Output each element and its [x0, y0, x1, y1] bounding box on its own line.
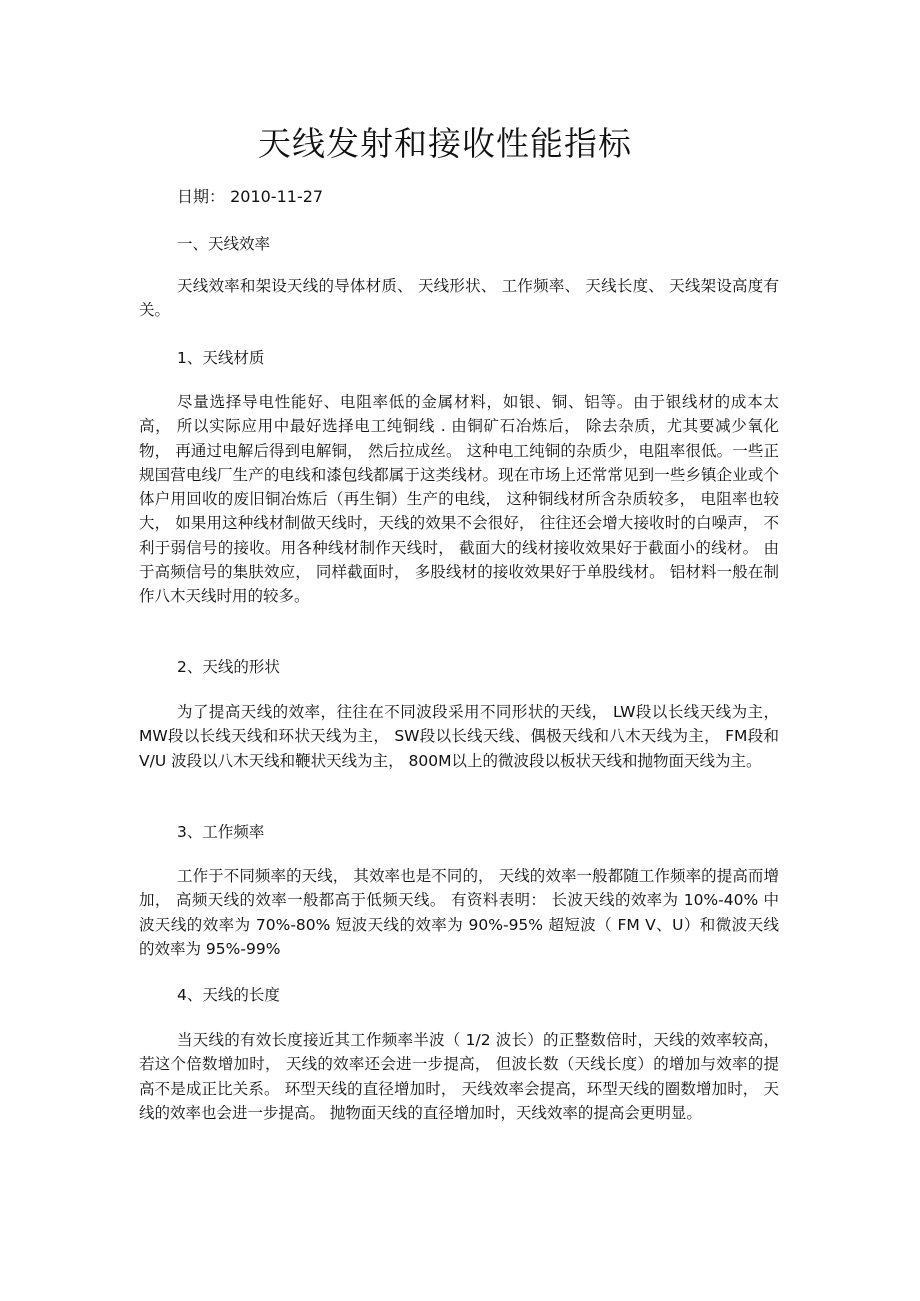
section-paragraph-shape: 为了提高天线的效率，往往在不同波段采用不同形状的天线， LW段以长线天线为主， MW段以长线天线和环状天线为主， SW段以长线天线、偶极天线和八木天线为主， FM段和 V/U 波段以八木天线和鞭状天线为主， 800M以上的微波段以板状天线和抛物面天线为主。: [139, 703, 779, 770]
section-paragraph-frequency: 工作于不同频率的天线， 其效率也是不同的， 天线的效率一般都随工作频率的提高而增加， 高频天线的效率一般都高于低频天线。 有资料表明： 长波天线的效率为 10%-40% 中波天线的效率为 70%-80% 短波天线的效率为 90%-95% 超短波（ FM V、U）和微波天线的效率为 95%-99%: [139, 867, 779, 958]
section-paragraph-length: 当天线的有效长度接近其工作频率半波（ 1/2 波长）的正整数倍时，天线的效率较高， 若这个倍数增加时， 天线的效率还会进一步提高， 但波长数（天线长度）的增加与效率的提高不是成正比关系。 环型天线的直径增加时， 天线效率会提高，环型天线的圈数增加时， 天线的效率也会进一步提高。 抛物面天线的直径增加时，天线效率的提高会更明显。: [139, 1031, 779, 1122]
section-heading-efficiency: 一、天线效率: [177, 235, 271, 253]
section-heading-shape: 2、天线的形状: [177, 658, 280, 676]
document-title: 天线发射和接收性能指标: [258, 124, 632, 163]
section-paragraph-efficiency: 天线效率和架设天线的导体材质、 天线形状、 工作频率、 天线长度、 天线架设高度有关。: [139, 277, 779, 320]
section-heading-material: 1、天线材质: [177, 349, 265, 367]
section-heading-frequency: 3、工作频率: [177, 823, 265, 841]
section-paragraph-material: 尽量选择导电性能好、电阻率低的金属材料，如银、铜、铝等。由于银线材的成本太高， 所以实际应用中最好选择电工纯铜线 . 由铜矿石冶炼后， 除去杂质，尤其要减少氧化物， 再通过电解后得到电解铜， 然后拉成丝。 这种电工纯铜的杂质少，电阻率很低。一些正规国营电线厂生产的电线和漆包线都属于这类线材。现在市场上还常常见到一些乡镇企业或个体户用回收的废旧铜冶炼后（再生铜）生产的电线， 这种铜线材所含杂质较多， 电阻率也较大， 如果用这种线材制做天线时，天线的效果不会很好， 往往还会增大接收时的白噪声， 不利于弱信号的接收。用各种线材制作天线时， 截面大的线材接收效果好于截面小的线材。 由于高频信号的集肤效应， 同样截面时， 多股线材的接收效果好于单股线材。 铝材料一般在制作八木天线时用的较多。: [139, 393, 779, 606]
section-heading-length: 4、天线的长度: [177, 986, 280, 1004]
document-date: 日期： 2010-11-27: [177, 187, 324, 206]
